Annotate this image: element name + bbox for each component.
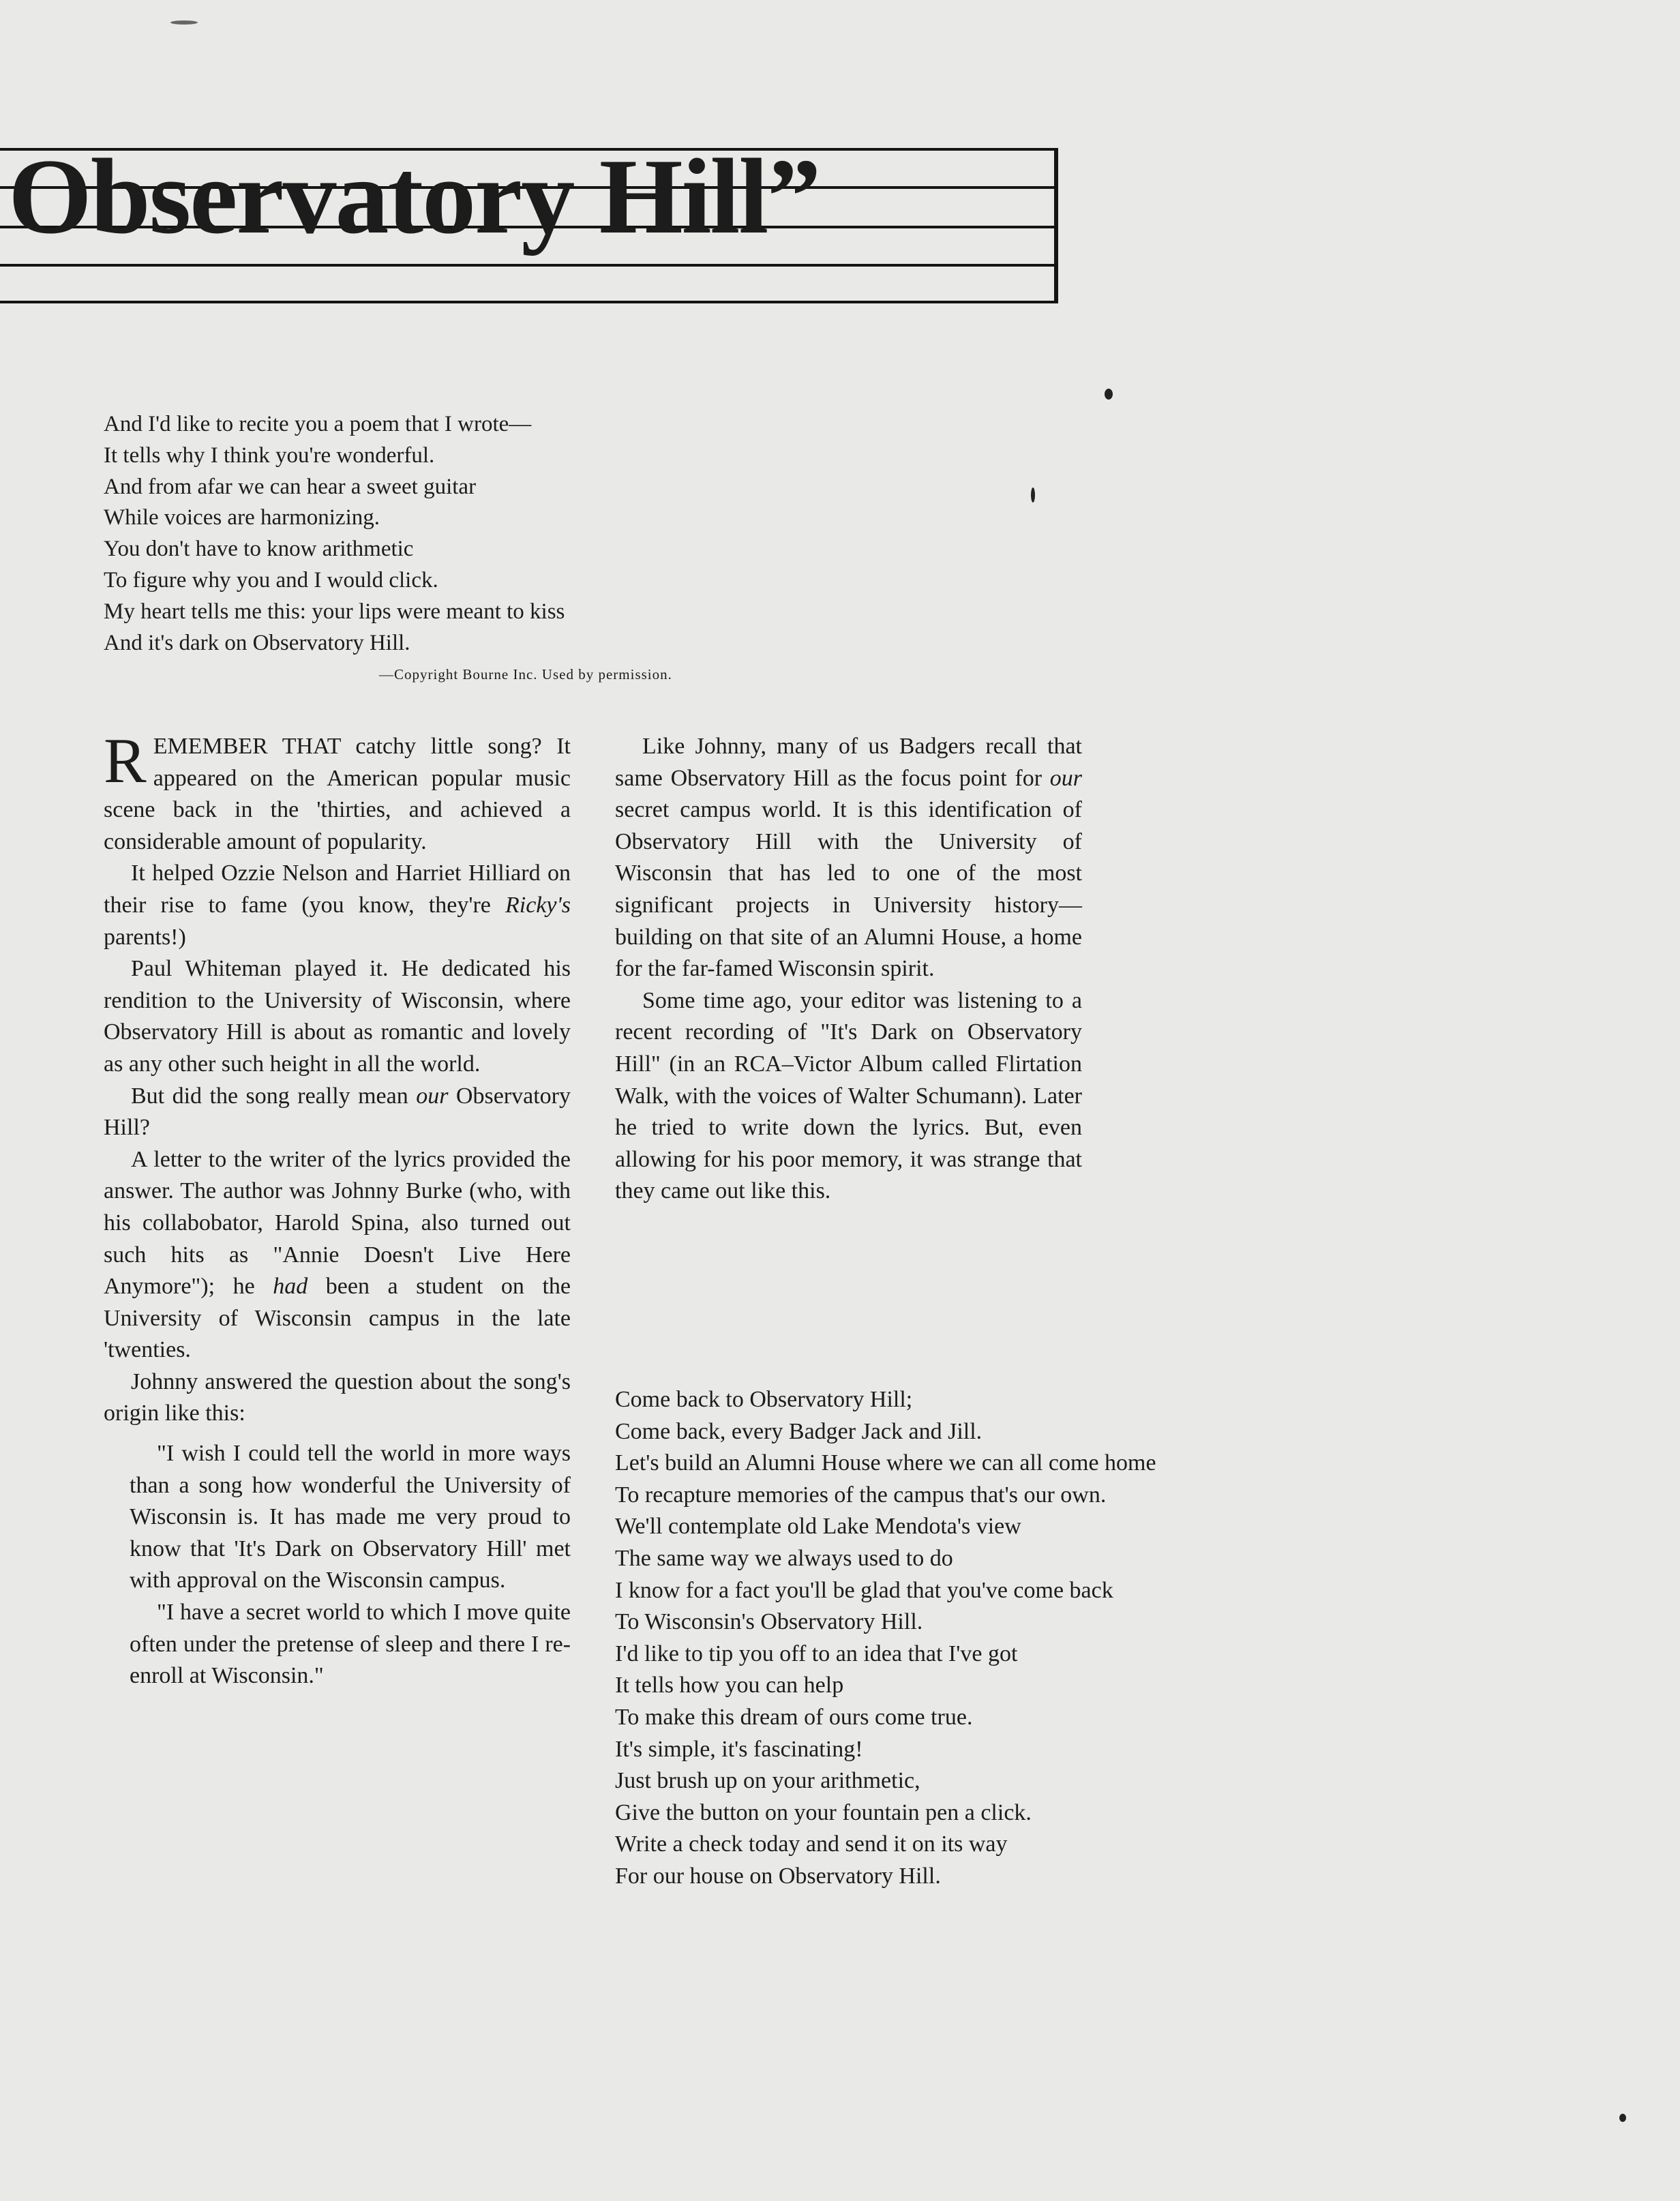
verse-line: It tells how you can help: [615, 1673, 844, 1698]
quote-paragraph: "I wish I could tell the world in more ways than a song how wonderful the University of Wisconsin is. It has made me very proud to know that 'It's Dark on Observatory Hill' met with approval on the Wisconsin campus.: [130, 1441, 571, 1593]
quote-paragraph: "I have a secret world to which I move quite often under the pretense of sleep and there I re-enroll at Wisconsin.": [130, 1600, 571, 1689]
staff-bar-line: [1054, 148, 1058, 303]
paragraph: A letter to the writer of the lyrics provided the answer. The author was Johnny Burke (who, with his collabobator, Harold Spina, also turned out such hits as "Annie Doesn't Live Here Anymore"); he had been a student on the University of Wisconsin campus in the late 'twenties.: [104, 1146, 571, 1363]
paper-speck: [1105, 389, 1113, 400]
verse-line: Come back to Observatory Hill;: [615, 1387, 913, 1412]
paragraph: REMEMBER THAT catchy little song? It appeared on the American popular music scene back in the 'thirties, and achieved a considerable amount of popularity.: [104, 725, 571, 854]
copyright-credit: —Copyright Bourne Inc. Used by permission.: [379, 666, 672, 683]
page-title: Observatory Hill”: [8, 137, 820, 256]
verse-line: It tells why I think you're wonderful.: [104, 443, 435, 468]
right-column: [615, 731, 1082, 1208]
verse-line: To Wisconsin's Observatory Hill.: [615, 1609, 923, 1635]
opening-verse: [104, 409, 820, 659]
drop-cap: R: [104, 725, 147, 796]
verse-line: Write a check today and send it on its way: [615, 1831, 1008, 1857]
verse-line: And from afar we can hear a sweet guitar: [104, 474, 477, 499]
paragraph: Paul Whiteman played it. He dedicated his rendition to the University of Wisconsin, where Observatory Hill is about as romantic and lovely as any other such height in all the world.: [104, 956, 571, 1077]
verse-line: While voices are harmonizing.: [104, 505, 380, 530]
left-column: [104, 725, 571, 1692]
verse-line: My heart tells me this: your lips were meant to kiss: [104, 599, 565, 624]
closing-verse: [615, 1384, 1365, 1893]
verse-line: The same way we always used to do: [615, 1545, 953, 1571]
verse-line: To recapture memories of the campus that's our own.: [615, 1482, 1107, 1508]
verse-line: We'll contemplate old Lake Mendota's view: [615, 1514, 1021, 1540]
paragraph: It helped Ozzie Nelson and Harriet Hilliard on their rise to fame (you know, they're Ricky's parents!): [104, 860, 571, 950]
staff-line: [0, 264, 1057, 267]
verse-line: Come back, every Badger Jack and Jill.: [615, 1418, 982, 1444]
paragraph: But did the song really mean our Observatory Hill?: [104, 1083, 571, 1141]
verse-line: I'd like to tip you off to an idea that I've got: [615, 1641, 1018, 1666]
verse-line: To figure why you and I would click.: [104, 567, 438, 593]
verse-line: For our house on Observatory Hill.: [615, 1863, 941, 1889]
verse-line: You don't have to know arithmetic: [104, 537, 414, 562]
verse-line: To make this dream of ours come true.: [615, 1704, 973, 1730]
verse-line: It's simple, it's fascinating!: [615, 1736, 863, 1762]
verse-line: And it's dark on Observatory Hill.: [104, 630, 410, 655]
paper-speck: [1619, 2114, 1626, 2122]
paper-speck: [1031, 488, 1035, 503]
paragraph: Some time ago, your editor was listening to a recent recording of "It's Dark on Observatory Hill" (in an RCA–Victor Album called Flirtation Walk, with the voices of Walter Schumann). Later he tried to write down the lyrics. But, even allowing for his poor memory, it was strange that they came out like this.: [615, 987, 1082, 1204]
verse-line: Just brush up on your arithmetic,: [615, 1768, 920, 1794]
paragraph: Johnny answered the question about the song's origin like this:: [104, 1368, 571, 1426]
verse-line: I know for a fact you'll be glad that you've come back: [615, 1577, 1113, 1603]
paper-speck: [170, 20, 198, 25]
verse-line: Let's build an Alumni House where we can all come home: [615, 1450, 1156, 1476]
staff-line: [0, 301, 1057, 303]
verse-line: And I'd like to recite you a poem that I wrote—: [104, 412, 532, 436]
paragraph: Like Johnny, many of us Badgers recall that same Observatory Hill as the focus point for our secret campus world. It is this identification of Observatory Hill with the University of Wisconsin that has led to one of the most significant projects in University history—building on that site of an Alumni House, a home for the far-famed Wisconsin spirit.: [615, 734, 1082, 982]
verse-line: Give the button on your fountain pen a click.: [615, 1799, 1032, 1825]
